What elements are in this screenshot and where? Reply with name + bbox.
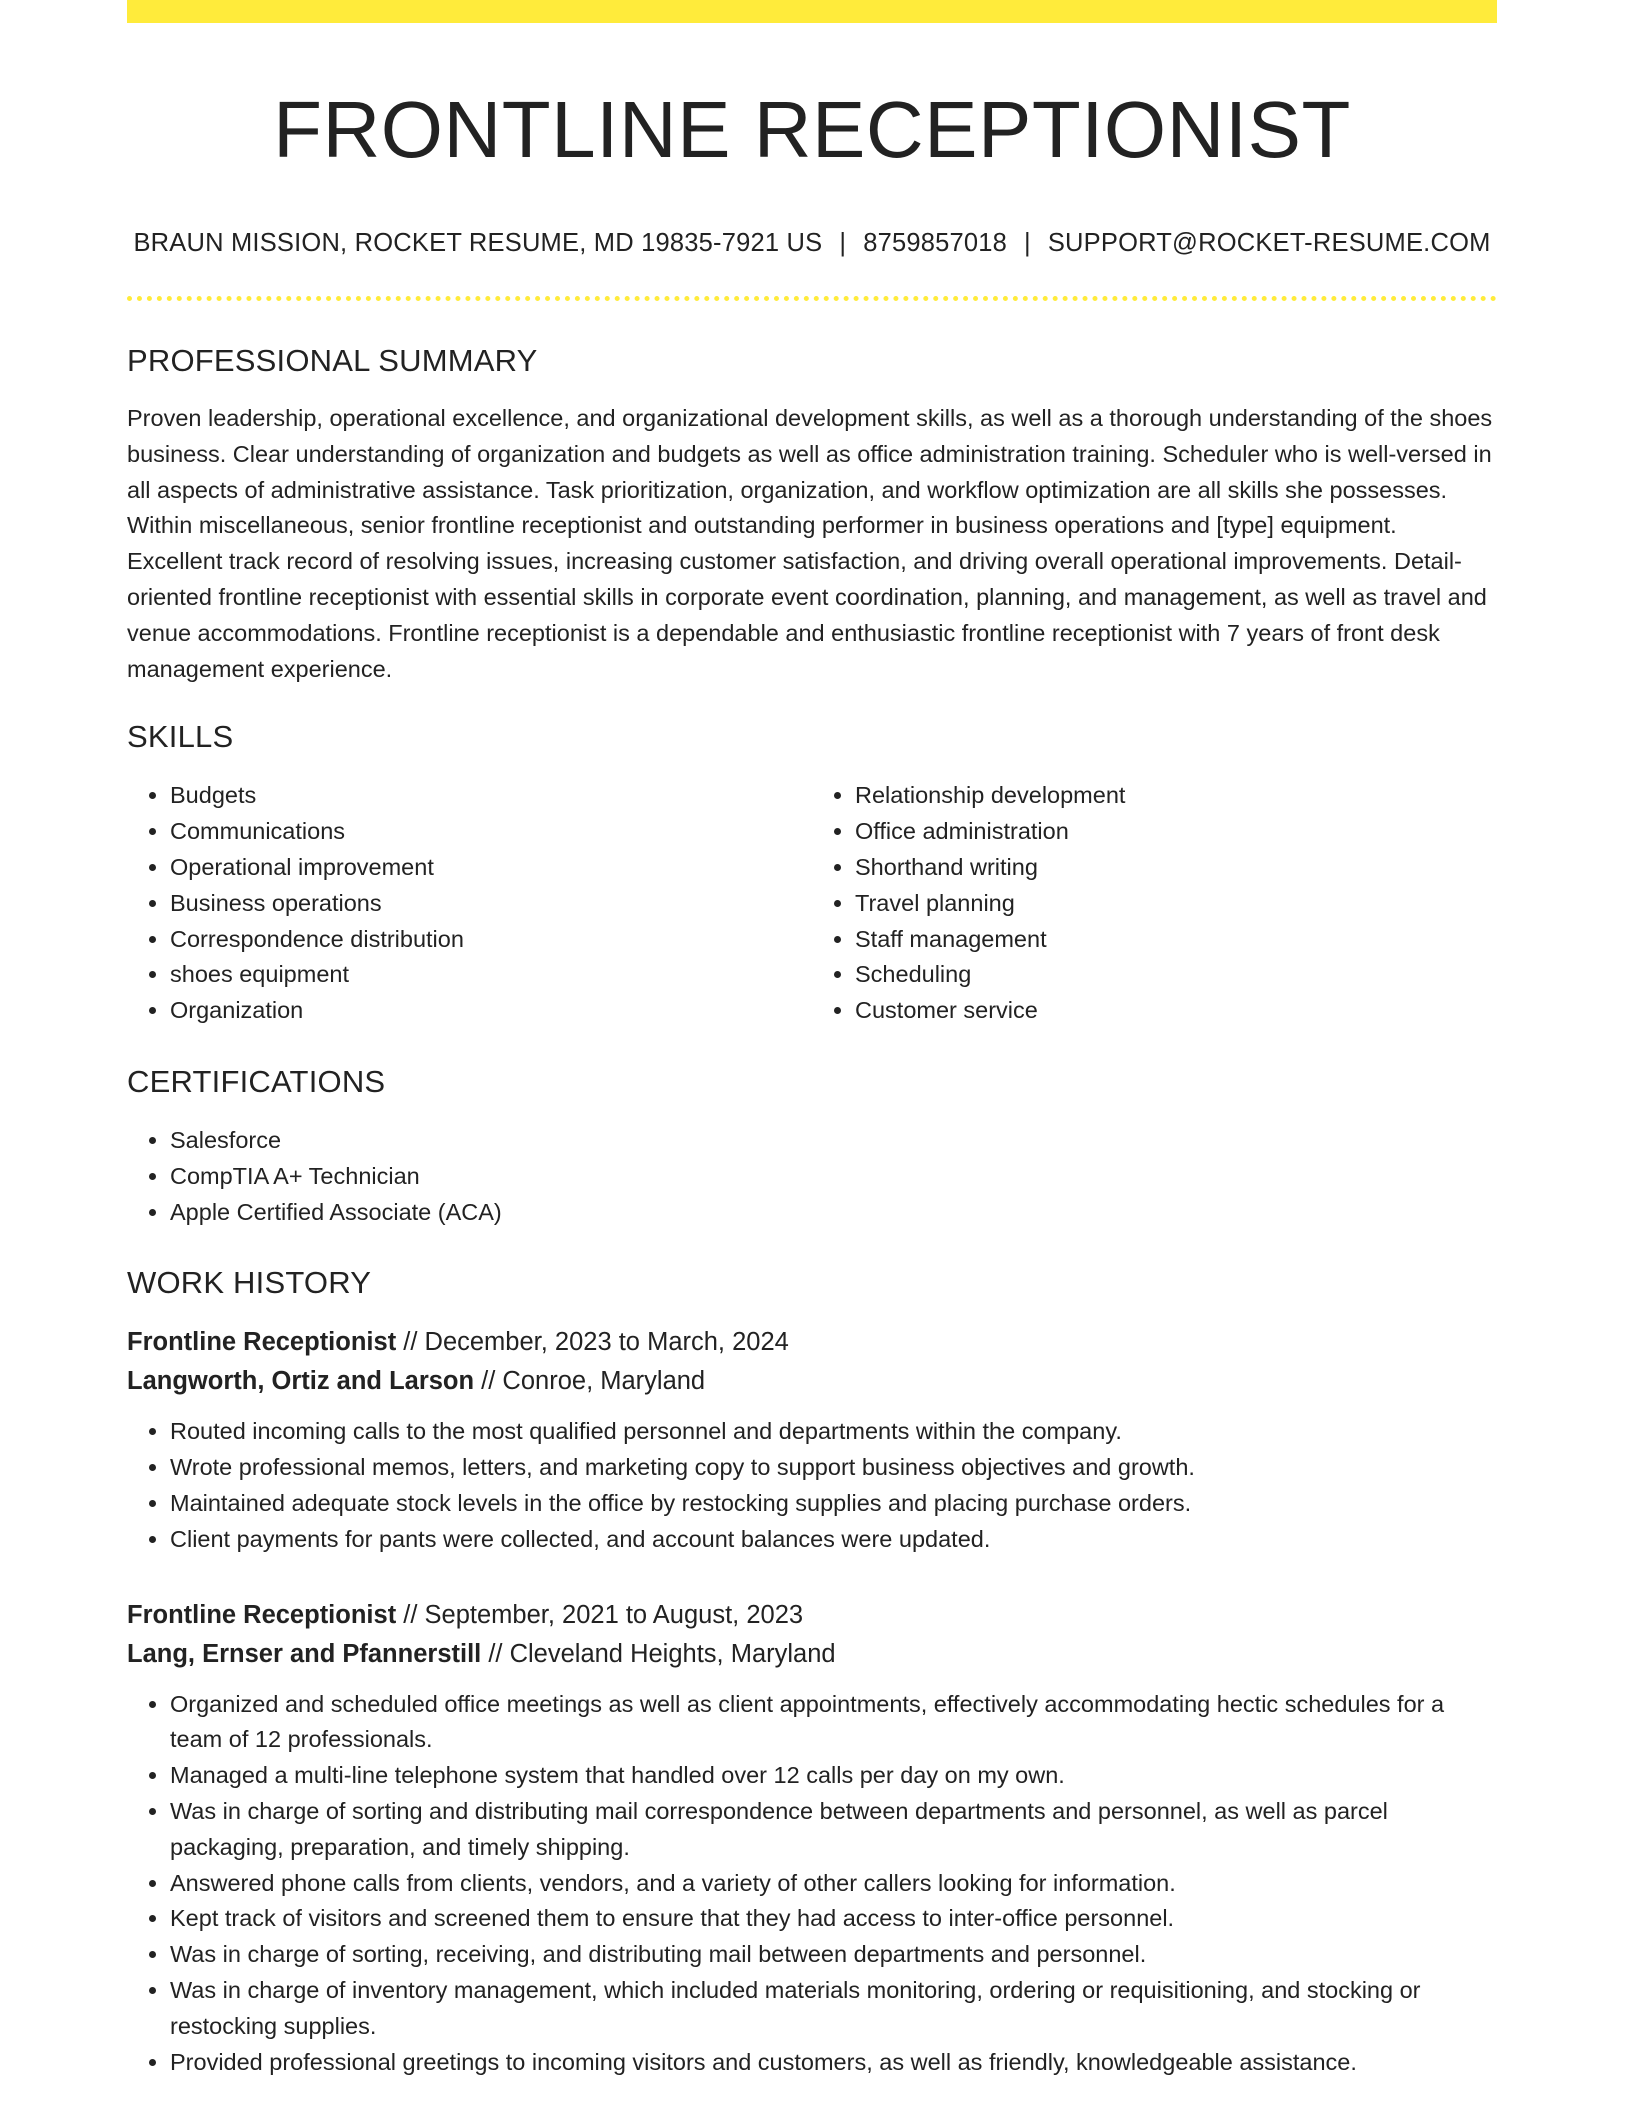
skill-item: • Budgets — [170, 778, 812, 814]
job-bullet: • Provided professional greetings to incoming visitors and customers, as well as friendly, knowledgeable assistance. — [170, 2045, 1497, 2081]
job-bullet: • Maintained adequate stock levels in the office by restocking supplies and placing purchase orders. — [170, 1486, 1497, 1522]
certification-item: • CompTIA A+ Technician — [170, 1159, 1497, 1195]
job-bullet: • Routed incoming calls to the most qualified personnel and departments within the company. — [170, 1414, 1497, 1450]
job-bullet: • Organized and scheduled office meetings as well as client appointments, effectively accommodating hectic schedules for a team of 12 professionals. — [170, 1687, 1497, 1759]
skill-item: • Communications — [170, 814, 812, 850]
job-bullet: • Answered phone calls from clients, vendors, and a variety of other callers looking for information. — [170, 1866, 1497, 1902]
job-bullets — [127, 1687, 1497, 2081]
certification-item: • Apple Certified Associate (ACA) — [170, 1195, 1497, 1231]
job-location: // Conroe, Maryland — [474, 1367, 706, 1396]
job-company: Lang, Ernser and Pfannerstill — [127, 1639, 482, 1668]
skill-item: • Business operations — [170, 886, 812, 922]
skill-item: • shoes equipment — [170, 957, 812, 993]
job-bullet: • Wrote professional memos, letters, and marketing copy to support business objectives and growth. — [170, 1450, 1497, 1486]
job-location: // Cleveland Heights, Maryland — [481, 1639, 836, 1668]
job-title-line — [127, 1596, 1497, 1635]
job-company-line — [127, 1362, 1497, 1401]
contact-line — [127, 225, 1497, 261]
job-bullet: • Was in charge of inventory management, which included materials monitoring, ordering or requisitioning, and stocking or restocking supplies. — [170, 1973, 1497, 2045]
skills-list-left — [127, 778, 812, 1029]
accent-top-bar — [127, 0, 1497, 23]
job-entry — [127, 1596, 1497, 2081]
summary-text: Proven leadership, operational excellence, and organizational development skills, as well as a thorough understanding of the shoes business. Clear understanding of organization and budgets as well as office administration training. Scheduler who is well-versed in all aspects of administrative assistance. Task prioritization, organization, and workflow optimization are all skills she possesses. Within miscellaneous, senior frontline receptionist and outstanding performer in business operations and [type] equipment. Excellent track record of resolving issues, increasing customer satisfaction, and driving overall operational improvements. Detail-oriented frontline receptionist with essential skills in corporate event coordination, planning, and management, as well as travel and venue accommodations. Frontline receptionist is a dependable and enthusiastic frontline receptionist with 7 years of front desk management experience. — [127, 405, 1493, 682]
skills-list-right — [812, 778, 1497, 1029]
job-bullet: • Was in charge of sorting and distributing mail correspondence between departments and personnel, as well as parcel packaging, preparation, and timely shipping. — [170, 1794, 1497, 1866]
certifications-list — [127, 1123, 1497, 1230]
skills-heading: SKILLS — [127, 719, 234, 755]
skill-item: • Relationship development — [855, 778, 1497, 814]
job-bullets — [127, 1414, 1497, 1557]
job-bullet: • Managed a multi-line telephone system that handled over 12 calls per day on my own. — [170, 1758, 1497, 1794]
certifications-heading: CERTIFICATIONS — [127, 1063, 386, 1099]
certification-item: • Salesforce — [170, 1123, 1497, 1159]
job-bullet: • Kept track of visitors and screened them to ensure that they had access to inter-office personnel. — [170, 1901, 1497, 1937]
work-history-heading: WORK HISTORY — [127, 1265, 372, 1301]
contact-separator: | — [839, 229, 847, 257]
summary-heading: PROFESSIONAL SUMMARY — [127, 343, 538, 378]
job-company-line — [127, 1635, 1497, 1674]
contact-address: BRAUN MISSION, ROCKET RESUME, MD 19835-7921 US — [133, 229, 823, 257]
job-bullet: • Was in charge of sorting, receiving, and distributing mail between departments and personnel. — [170, 1937, 1497, 1973]
job-company: Langworth, Ortiz and Larson — [127, 1367, 475, 1396]
contact-phone: 8759857018 — [863, 229, 1008, 257]
contact-email: SUPPORT@ROCKET-RESUME.COM — [1047, 229, 1491, 257]
job-dates: // December, 2023 to March, 2024 — [396, 1328, 789, 1357]
skill-item: • Scheduling — [855, 957, 1497, 993]
contact-separator: | — [1024, 229, 1031, 257]
job-entry — [127, 1323, 1497, 1557]
job-dates: // September, 2021 to August, 2023 — [396, 1600, 804, 1629]
skill-item: • Correspondence distribution — [170, 922, 812, 958]
job-role: Frontline Receptionist — [127, 1328, 397, 1357]
job-role: Frontline Receptionist — [127, 1600, 397, 1629]
job-bullet: • Client payments for pants were collected, and account balances were updated. — [170, 1522, 1497, 1558]
job-title-line — [127, 1323, 1497, 1362]
resume-content — [127, 23, 1497, 2080]
dotted-divider — [127, 296, 1497, 301]
skill-item: • Staff management — [855, 922, 1497, 958]
skill-item: • Travel planning — [855, 886, 1497, 922]
skills-columns — [127, 778, 1497, 1029]
skill-item: • Customer service — [855, 993, 1497, 1029]
skill-item: • Shorthand writing — [855, 850, 1497, 886]
resume-name: FRONTLINE RECEPTIONIST — [273, 85, 1351, 174]
skill-item: • Organization — [170, 993, 812, 1029]
skill-item: • Operational improvement — [170, 850, 812, 886]
skill-item: • Office administration — [855, 814, 1497, 850]
